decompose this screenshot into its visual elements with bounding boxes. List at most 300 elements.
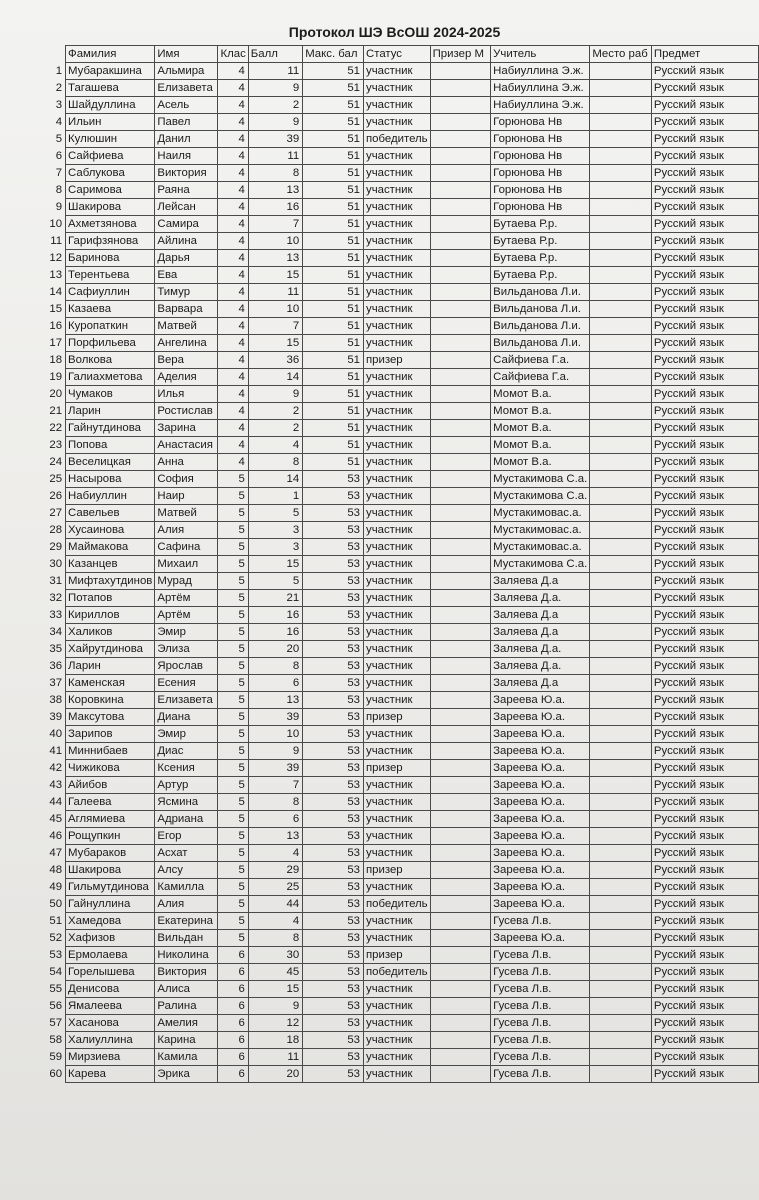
row-number-header: [46, 46, 66, 63]
surname-cell: Кириллов: [66, 607, 155, 624]
subject-cell: Русский язык: [651, 930, 758, 947]
prize-cell: [430, 165, 491, 182]
prize-cell: [430, 709, 491, 726]
score-cell: 9: [248, 386, 302, 403]
workplace-cell: [590, 233, 652, 250]
score-cell: 39: [248, 709, 302, 726]
class-cell: 5: [218, 913, 248, 930]
class-cell: 6: [218, 1032, 248, 1049]
row-number: 59: [49, 1051, 63, 1063]
prize-cell: [430, 658, 491, 675]
prize-cell: [430, 743, 491, 760]
max-score-cell: 51: [303, 114, 364, 131]
prize-cell: [430, 641, 491, 658]
surname-cell: Волкова: [66, 352, 155, 369]
class-cell: 4: [218, 148, 248, 165]
surname-cell: Ермолаева: [66, 947, 155, 964]
teacher-cell: Момот В.а.: [491, 454, 590, 471]
table-row: [46, 216, 759, 233]
prize-cell: [430, 1015, 491, 1032]
row-number: 41: [49, 745, 63, 757]
status-cell: участник: [364, 522, 431, 539]
name-cell: Вильдан: [155, 930, 218, 947]
header-name: Имя: [155, 46, 218, 63]
class-cell: 6: [218, 1066, 248, 1083]
subject-cell: Русский язык: [651, 624, 758, 641]
workplace-cell: [590, 335, 652, 352]
workplace-cell: [590, 352, 652, 369]
max-score-cell: 51: [303, 386, 364, 403]
name-cell: Асель: [155, 97, 218, 114]
status-cell: участник: [364, 505, 431, 522]
max-score-cell: 51: [303, 403, 364, 420]
surname-cell: Попова: [66, 437, 155, 454]
class-cell: 5: [218, 726, 248, 743]
class-cell: 5: [218, 488, 248, 505]
row-number: 26: [49, 490, 63, 502]
class-cell: 5: [218, 743, 248, 760]
surname-cell: Чумаков: [66, 386, 155, 403]
table-row: [46, 760, 759, 777]
class-cell: 4: [218, 318, 248, 335]
class-cell: 4: [218, 63, 248, 80]
workplace-cell: [590, 794, 652, 811]
subject-cell: Русский язык: [651, 692, 758, 709]
surname-cell: Саримова: [66, 182, 155, 199]
prize-cell: [430, 369, 491, 386]
max-score-cell: 51: [303, 97, 364, 114]
max-score-cell: 53: [303, 862, 364, 879]
workplace-cell: [590, 556, 652, 573]
max-score-cell: 53: [303, 692, 364, 709]
max-score-cell: 53: [303, 505, 364, 522]
status-cell: участник: [364, 318, 431, 335]
workplace-cell: [590, 624, 652, 641]
name-cell: Анастасия: [155, 437, 218, 454]
score-cell: 7: [248, 318, 302, 335]
surname-cell: Шакирова: [66, 199, 155, 216]
subject-cell: Русский язык: [651, 743, 758, 760]
prize-cell: [430, 607, 491, 624]
score-cell: 44: [248, 896, 302, 913]
prize-cell: [430, 1049, 491, 1066]
status-cell: участник: [364, 250, 431, 267]
name-cell: Вера: [155, 352, 218, 369]
class-cell: 5: [218, 794, 248, 811]
max-score-cell: 53: [303, 845, 364, 862]
teacher-cell: Заляева Д.а: [491, 675, 590, 692]
class-cell: 4: [218, 352, 248, 369]
workplace-cell: [590, 845, 652, 862]
row-number: 55: [49, 983, 63, 995]
class-cell: 4: [218, 301, 248, 318]
class-cell: 4: [218, 250, 248, 267]
name-cell: Ралина: [155, 998, 218, 1015]
table-row: [46, 811, 759, 828]
table-row: [46, 267, 759, 284]
status-cell: участник: [364, 930, 431, 947]
teacher-cell: Зареева Ю.а.: [491, 862, 590, 879]
prize-cell: [430, 556, 491, 573]
max-score-cell: 53: [303, 879, 364, 896]
status-cell: участник: [364, 114, 431, 131]
score-cell: 8: [248, 794, 302, 811]
workplace-cell: [590, 1049, 652, 1066]
prize-cell: [430, 777, 491, 794]
workplace-cell: [590, 692, 652, 709]
table-row: [46, 403, 759, 420]
table-row: [46, 131, 759, 148]
header-score: Балл: [248, 46, 302, 63]
prize-cell: [430, 437, 491, 454]
max-score-cell: 51: [303, 216, 364, 233]
name-cell: Варвара: [155, 301, 218, 318]
status-cell: участник: [364, 1015, 431, 1032]
table-row: [46, 369, 759, 386]
status-cell: участник: [364, 454, 431, 471]
max-score-cell: 51: [303, 233, 364, 250]
teacher-cell: Зареева Ю.а.: [491, 777, 590, 794]
status-cell: участник: [364, 777, 431, 794]
row-number: 45: [49, 813, 63, 825]
status-cell: победитель: [364, 131, 431, 148]
workplace-cell: [590, 709, 652, 726]
table-row: [46, 250, 759, 267]
table-row: [46, 675, 759, 692]
table-header-row: [46, 46, 759, 63]
name-cell: Дарья: [155, 250, 218, 267]
row-number: 19: [49, 371, 63, 383]
table-row: [46, 624, 759, 641]
class-cell: 5: [218, 845, 248, 862]
teacher-cell: Вильданова Л.и.: [491, 284, 590, 301]
table-row: [46, 420, 759, 437]
row-number: 6: [55, 150, 63, 162]
prize-cell: [430, 148, 491, 165]
status-cell: участник: [364, 403, 431, 420]
status-cell: участник: [364, 182, 431, 199]
teacher-cell: Гусева Л.в.: [491, 981, 590, 998]
name-cell: Аделия: [155, 369, 218, 386]
subject-cell: Русский язык: [651, 556, 758, 573]
score-cell: 6: [248, 675, 302, 692]
workplace-cell: [590, 403, 652, 420]
table-row: [46, 709, 759, 726]
table-row: [46, 437, 759, 454]
class-cell: 4: [218, 182, 248, 199]
score-cell: 21: [248, 590, 302, 607]
subject-cell: Русский язык: [651, 267, 758, 284]
max-score-cell: 51: [303, 420, 364, 437]
row-number: 31: [49, 575, 63, 587]
table-row: [46, 63, 759, 80]
row-number: 29: [49, 541, 63, 553]
subject-cell: Русский язык: [651, 420, 758, 437]
workplace-cell: [590, 165, 652, 182]
surname-cell: Хафизов: [66, 930, 155, 947]
score-cell: 8: [248, 658, 302, 675]
status-cell: призер: [364, 709, 431, 726]
score-cell: 3: [248, 539, 302, 556]
max-score-cell: 51: [303, 131, 364, 148]
name-cell: София: [155, 471, 218, 488]
table-row: [46, 97, 759, 114]
teacher-cell: Мустакимовас.а.: [491, 505, 590, 522]
max-score-cell: 53: [303, 777, 364, 794]
workplace-cell: [590, 454, 652, 471]
subject-cell: Русский язык: [651, 981, 758, 998]
row-number: 32: [49, 592, 63, 604]
workplace-cell: [590, 658, 652, 675]
surname-cell: Ларин: [66, 403, 155, 420]
row-number: 43: [49, 779, 63, 791]
prize-cell: [430, 590, 491, 607]
header-class: Клас: [218, 46, 248, 63]
workplace-cell: [590, 777, 652, 794]
workplace-cell: [590, 420, 652, 437]
score-cell: 3: [248, 522, 302, 539]
status-cell: участник: [364, 573, 431, 590]
subject-cell: Русский язык: [651, 386, 758, 403]
status-cell: призер: [364, 862, 431, 879]
subject-cell: Русский язык: [651, 199, 758, 216]
teacher-cell: Гусева Л.в.: [491, 913, 590, 930]
name-cell: Сафина: [155, 539, 218, 556]
surname-cell: Рощупкин: [66, 828, 155, 845]
workplace-cell: [590, 284, 652, 301]
subject-cell: Русский язык: [651, 896, 758, 913]
max-score-cell: 53: [303, 998, 364, 1015]
score-cell: 39: [248, 131, 302, 148]
max-score-cell: 53: [303, 811, 364, 828]
teacher-cell: Горюнова Нв: [491, 114, 590, 131]
score-cell: 10: [248, 233, 302, 250]
table-row: [46, 896, 759, 913]
surname-cell: Тагашева: [66, 80, 155, 97]
score-cell: 8: [248, 165, 302, 182]
table-row: [46, 522, 759, 539]
max-score-cell: 53: [303, 539, 364, 556]
row-number: 23: [49, 439, 63, 451]
teacher-cell: Гусева Л.в.: [491, 1066, 590, 1083]
name-cell: Ксения: [155, 760, 218, 777]
class-cell: 5: [218, 930, 248, 947]
name-cell: Наиля: [155, 148, 218, 165]
workplace-cell: [590, 114, 652, 131]
workplace-cell: [590, 199, 652, 216]
teacher-cell: Зареева Ю.а.: [491, 930, 590, 947]
max-score-cell: 51: [303, 63, 364, 80]
max-score-cell: 53: [303, 709, 364, 726]
row-number: 3: [55, 99, 63, 111]
name-cell: Павел: [155, 114, 218, 131]
max-score-cell: 53: [303, 913, 364, 930]
score-cell: 16: [248, 607, 302, 624]
teacher-cell: Зареева Ю.а.: [491, 879, 590, 896]
surname-cell: Ильин: [66, 114, 155, 131]
status-cell: участник: [364, 1066, 431, 1083]
teacher-cell: Мустакимова С.а.: [491, 488, 590, 505]
status-cell: участник: [364, 726, 431, 743]
max-score-cell: 51: [303, 148, 364, 165]
workplace-cell: [590, 369, 652, 386]
class-cell: 5: [218, 607, 248, 624]
subject-cell: Русский язык: [651, 998, 758, 1015]
class-cell: 6: [218, 1015, 248, 1032]
class-cell: 5: [218, 675, 248, 692]
class-cell: 4: [218, 216, 248, 233]
score-cell: 10: [248, 301, 302, 318]
name-cell: Адриана: [155, 811, 218, 828]
table-row: [46, 743, 759, 760]
workplace-cell: [590, 1066, 652, 1083]
subject-cell: Русский язык: [651, 862, 758, 879]
prize-cell: [430, 216, 491, 233]
score-cell: 2: [248, 403, 302, 420]
subject-cell: Русский язык: [651, 845, 758, 862]
prize-cell: [430, 947, 491, 964]
header-status: Статус: [364, 46, 431, 63]
name-cell: Данил: [155, 131, 218, 148]
class-cell: 4: [218, 97, 248, 114]
name-cell: Ангелина: [155, 335, 218, 352]
name-cell: Есения: [155, 675, 218, 692]
row-number: 5: [55, 133, 63, 145]
surname-cell: Шайдуллина: [66, 97, 155, 114]
row-number: 12: [49, 252, 63, 264]
class-cell: 4: [218, 267, 248, 284]
max-score-cell: 51: [303, 437, 364, 454]
max-score-cell: 51: [303, 369, 364, 386]
status-cell: участник: [364, 811, 431, 828]
prize-cell: [430, 97, 491, 114]
max-score-cell: 53: [303, 522, 364, 539]
status-cell: участник: [364, 165, 431, 182]
row-number: 33: [49, 609, 63, 621]
table-row: [46, 556, 759, 573]
table-row: [46, 1066, 759, 1083]
score-cell: 9: [248, 743, 302, 760]
class-cell: 5: [218, 896, 248, 913]
row-number: 51: [49, 915, 63, 927]
surname-cell: Гайнуллина: [66, 896, 155, 913]
row-number: 37: [49, 677, 63, 689]
score-cell: 9: [248, 114, 302, 131]
name-cell: Ярослав: [155, 658, 218, 675]
teacher-cell: Заляева Д.а: [491, 624, 590, 641]
table-row: [46, 335, 759, 352]
prize-cell: [430, 131, 491, 148]
status-cell: участник: [364, 488, 431, 505]
workplace-cell: [590, 301, 652, 318]
teacher-cell: Гусева Л.в.: [491, 1032, 590, 1049]
surname-cell: Халиуллина: [66, 1032, 155, 1049]
table-row: [46, 947, 759, 964]
table-row: [46, 301, 759, 318]
score-cell: 4: [248, 437, 302, 454]
class-cell: 5: [218, 658, 248, 675]
row-number: 4: [55, 116, 63, 128]
max-score-cell: 53: [303, 573, 364, 590]
class-cell: 5: [218, 556, 248, 573]
max-score-cell: 53: [303, 930, 364, 947]
subject-cell: Русский язык: [651, 879, 758, 896]
class-cell: 5: [218, 624, 248, 641]
table-row: [46, 352, 759, 369]
score-cell: 16: [248, 199, 302, 216]
status-cell: участник: [364, 539, 431, 556]
row-number: 25: [49, 473, 63, 485]
surname-cell: Горелышева: [66, 964, 155, 981]
name-cell: Диас: [155, 743, 218, 760]
prize-cell: [430, 318, 491, 335]
workplace-cell: [590, 743, 652, 760]
status-cell: победитель: [364, 964, 431, 981]
status-cell: победитель: [364, 896, 431, 913]
subject-cell: Русский язык: [651, 777, 758, 794]
prize-cell: [430, 1066, 491, 1083]
prize-cell: [430, 845, 491, 862]
surname-cell: Потапов: [66, 590, 155, 607]
subject-cell: Русский язык: [651, 811, 758, 828]
header-subject: Предмет: [651, 46, 758, 63]
name-cell: Элиза: [155, 641, 218, 658]
workplace-cell: [590, 182, 652, 199]
surname-cell: Гильмутдинова: [66, 879, 155, 896]
row-number: 57: [49, 1017, 63, 1029]
status-cell: участник: [364, 794, 431, 811]
score-cell: 13: [248, 692, 302, 709]
name-cell: Елизавета: [155, 80, 218, 97]
name-cell: Виктория: [155, 165, 218, 182]
subject-cell: Русский язык: [651, 233, 758, 250]
row-number: 56: [49, 1000, 63, 1012]
max-score-cell: 51: [303, 267, 364, 284]
prize-cell: [430, 692, 491, 709]
subject-cell: Русский язык: [651, 675, 758, 692]
subject-cell: Русский язык: [651, 97, 758, 114]
status-cell: участник: [364, 658, 431, 675]
table-row: [46, 828, 759, 845]
row-number: 8: [55, 184, 63, 196]
max-score-cell: 53: [303, 760, 364, 777]
score-cell: 15: [248, 981, 302, 998]
surname-cell: Карева: [66, 1066, 155, 1083]
prize-cell: [430, 233, 491, 250]
name-cell: Михаил: [155, 556, 218, 573]
teacher-cell: Момот В.а.: [491, 403, 590, 420]
score-cell: 13: [248, 182, 302, 199]
surname-cell: Куропаткин: [66, 318, 155, 335]
name-cell: Егор: [155, 828, 218, 845]
subject-cell: Русский язык: [651, 964, 758, 981]
teacher-cell: Зареева Ю.а.: [491, 726, 590, 743]
row-number: 42: [49, 762, 63, 774]
status-cell: участник: [364, 199, 431, 216]
score-cell: 16: [248, 624, 302, 641]
score-cell: 5: [248, 505, 302, 522]
name-cell: Николина: [155, 947, 218, 964]
score-cell: 4: [248, 845, 302, 862]
subject-cell: Русский язык: [651, 403, 758, 420]
surname-cell: Гарифзянова: [66, 233, 155, 250]
status-cell: участник: [364, 981, 431, 998]
workplace-cell: [590, 63, 652, 80]
prize-cell: [430, 981, 491, 998]
table-row: [46, 539, 759, 556]
surname-cell: Галеева: [66, 794, 155, 811]
subject-cell: Русский язык: [651, 726, 758, 743]
